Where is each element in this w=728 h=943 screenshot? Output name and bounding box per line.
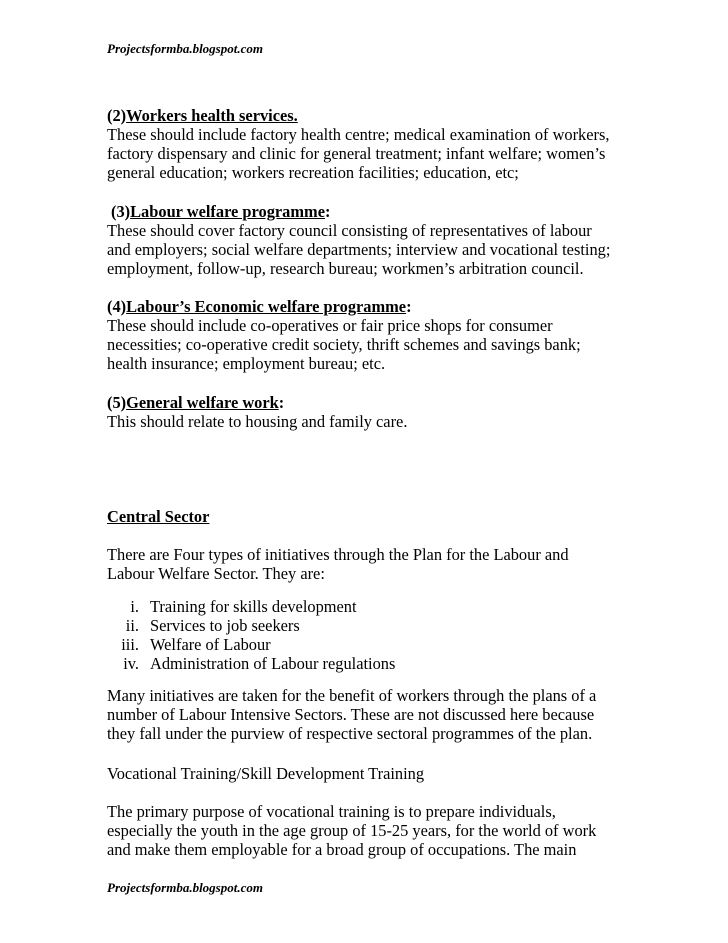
body-line: health insurance; employment bureau; etc. (107, 354, 386, 373)
section-heading-text: Labour welfare programme (130, 202, 325, 221)
body-line: These should include factory health centre; medical examination of workers, (107, 125, 610, 144)
section-heading: (5)General welfare work: (107, 393, 285, 412)
body-line: Many initiatives are taken for the benefit of workers through the plans of a (107, 686, 597, 705)
body-line: and make them employable for a broad group of occupations. The main (107, 840, 577, 859)
section-labour-welfare (111, 202, 711, 221)
list-item-number: ii. (125, 616, 139, 635)
list-item (107, 654, 707, 673)
body-line: This should relate to housing and family care. (107, 412, 408, 431)
central-sector-title: Central Sector (107, 507, 210, 526)
body-line: employment, follow-up, research bureau; workmen’s arbitration council. (107, 259, 584, 278)
section-heading-text: General welfare work (126, 393, 279, 412)
list-item-text: Services to job seekers (150, 616, 300, 635)
vocational-training-subheading: Vocational Training/Skill Development Training (107, 764, 425, 783)
list-item-number: iii. (121, 635, 139, 654)
section-heading: (3)Labour welfare programme: (111, 202, 331, 221)
body-line: they fall under the purview of respective sectoral programmes of the plan. (107, 724, 593, 743)
body-line: number of Labour Intensive Sectors. These are not discussed here because (107, 705, 595, 724)
body-line: These should cover factory council consisting of representatives of labour (107, 221, 592, 240)
central-paragraph-2 (107, 802, 707, 859)
page-header: Projectsformba.blogspot.com (107, 41, 263, 56)
body-line: and employers; social welfare departments; interview and vocational testing; (107, 240, 611, 259)
page-footer: Projectsformba.blogspot.com (107, 880, 263, 895)
body-line: general education; workers recreation facilities; education, etc; (107, 163, 519, 182)
list-item-text: Training for skills development (150, 597, 357, 616)
section-general-welfare (107, 393, 707, 431)
body-line: The primary purpose of vocational training is to prepare individuals, (107, 802, 556, 821)
list-item (107, 635, 707, 654)
central-paragraph-1 (107, 686, 707, 743)
body-line: especially the youth in the age group of 15-25 years, for the world of work (107, 821, 597, 840)
body-line: necessities; co-operative credit society, thrift schemes and savings bank; (107, 335, 581, 354)
section-economic-welfare (107, 297, 707, 373)
section-heading: (4)Labour’s Economic welfare programme: (107, 297, 412, 316)
list-item-text: Welfare of Labour (150, 635, 271, 654)
list-item-number: i. (130, 597, 139, 616)
section-heading-text: Labour’s Economic welfare programme (126, 297, 407, 316)
section-heading: (2)Workers health services. (107, 106, 298, 125)
body-line: There are Four types of initiatives through the Plan for the Labour and (107, 545, 569, 564)
list-item-number: iv. (123, 654, 139, 673)
body-line: Labour Welfare Sector. They are: (107, 564, 325, 583)
section-workers-health (107, 106, 707, 182)
central-intro (107, 545, 707, 583)
list-item-text: Administration of Labour regulations (150, 654, 396, 673)
body-line: factory dispensary and clinic for general treatment; infant welfare; women’s (107, 144, 606, 163)
list-item (107, 597, 707, 616)
section-heading-text: Workers health services. (126, 106, 298, 125)
list-item (107, 616, 707, 635)
section-labour-welfare-body (107, 221, 707, 278)
initiatives-list (107, 597, 707, 673)
body-line: These should include co-operatives or fair price shops for consumer (107, 316, 553, 335)
